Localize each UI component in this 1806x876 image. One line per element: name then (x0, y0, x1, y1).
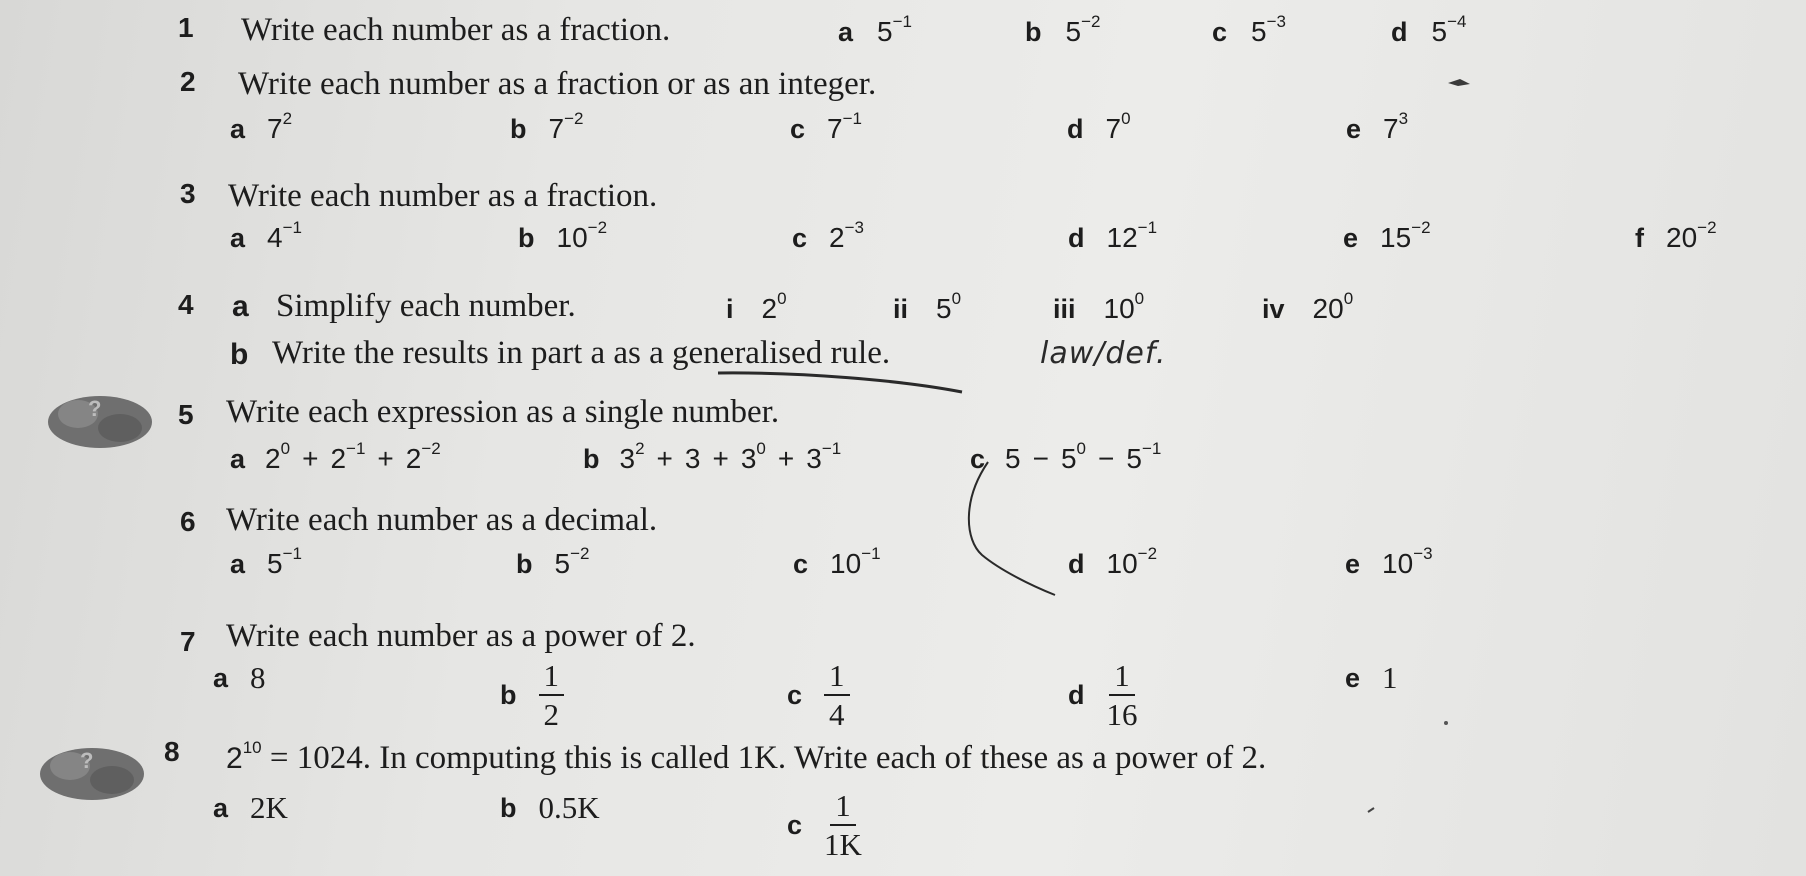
answer-part (838, 12, 912, 48)
power-exponent: −1 (346, 439, 366, 458)
value: 0.5K (538, 790, 600, 825)
expression (265, 439, 441, 475)
power-base: 10 (556, 222, 588, 254)
part-label: c (793, 549, 809, 580)
power-base: 15 (1380, 222, 1412, 254)
power-base: 5 (267, 548, 283, 580)
operator: − (1098, 443, 1115, 475)
power-expression (1431, 12, 1467, 48)
power-base: 20 (1312, 293, 1344, 325)
power-base: 4 (267, 222, 283, 254)
question-8-text: = 1024. In computing this is called 1K. Write each of these as a power of 2. (261, 740, 1267, 776)
answer-part (1345, 544, 1433, 580)
power-base: 5 (1065, 16, 1082, 48)
power-base: 2 (829, 222, 845, 254)
answer-part (518, 218, 608, 254)
power-expression (877, 12, 912, 48)
power-base: 3 (684, 443, 701, 475)
power-expression (554, 544, 590, 580)
denominator: 1K (824, 827, 862, 862)
power-expression (1105, 109, 1131, 145)
power-base: 3 (806, 443, 822, 475)
question-text (226, 740, 1266, 777)
part-label: a (230, 223, 246, 254)
power-exponent: 2 (635, 439, 645, 458)
answer-part (230, 439, 441, 475)
part-label: c (1212, 17, 1228, 48)
answer-part (726, 289, 787, 325)
power-base: 5 (554, 548, 571, 580)
power-base: 10 (1103, 293, 1135, 325)
numerator: 1 (824, 660, 850, 696)
part-label: a (230, 114, 246, 145)
power-base: 7 (267, 113, 283, 145)
part-label: c (792, 223, 808, 254)
part-label: c (787, 809, 803, 840)
part-label: c (790, 114, 806, 145)
power-expression (830, 544, 881, 580)
numerator: 1 (1109, 660, 1135, 696)
power-expression (267, 544, 302, 580)
power-expression (1103, 289, 1145, 325)
power-base: 5 (1251, 16, 1267, 48)
answer-part (1067, 109, 1131, 145)
answer-part (230, 544, 302, 580)
part-label: a (213, 792, 229, 823)
denominator: 16 (1106, 697, 1138, 732)
power-exponent: 0 (1134, 289, 1145, 308)
fraction (824, 790, 862, 860)
question-text: Write each expression as a single number. (226, 394, 780, 430)
part-label: ii (893, 294, 909, 325)
power-base: 7 (1105, 113, 1122, 145)
question-text: Write the results in part a as a generalised rule. (272, 335, 891, 371)
part-label: a (838, 17, 854, 48)
answer-part (1346, 109, 1409, 145)
power-base: 10 (1106, 548, 1138, 580)
power-exponent: 0 (1076, 439, 1087, 458)
power-base: 20 (1666, 222, 1698, 254)
power-base: 2 (330, 443, 347, 475)
part-label: a (232, 290, 249, 323)
question-number: 1 (178, 12, 194, 43)
power-base: 2 (226, 742, 243, 775)
power-base: 5 (1126, 443, 1142, 475)
answer-part (793, 544, 881, 580)
power-base: 2 (761, 293, 778, 325)
power-expression (1312, 289, 1354, 325)
question-1 (178, 12, 194, 44)
power-base: 10 (1382, 548, 1414, 580)
numerator: 1 (830, 790, 856, 826)
answer-part (1068, 660, 1138, 730)
part-label: iv (1262, 294, 1285, 325)
power-base: 3 (619, 443, 636, 475)
power-exponent: 0 (756, 439, 766, 458)
part-label: d (1067, 114, 1084, 145)
power-expression (556, 218, 608, 254)
answer-part (1068, 218, 1158, 254)
expression (619, 439, 842, 475)
power-exponent: 3 (1398, 109, 1409, 128)
power-exponent: −2 (421, 439, 441, 458)
power-exponent: 0 (280, 439, 291, 458)
power-exponent: 0 (1121, 109, 1131, 128)
part-label: b (510, 114, 527, 145)
power-base: 5 (877, 16, 893, 48)
part-label: e (1346, 114, 1362, 145)
power-exponent: 10 (242, 738, 262, 757)
power-expression (1065, 12, 1101, 48)
power-expression (761, 289, 787, 325)
expression (1005, 439, 1162, 475)
power-exponent: 0 (1343, 289, 1354, 308)
power-expression (1251, 12, 1286, 48)
answer-part (1025, 12, 1101, 48)
part-label: d (1391, 17, 1408, 48)
question-text: Write each number as a fraction or as an integer. (238, 66, 877, 102)
power-expression (1380, 218, 1431, 254)
part-label: b (516, 549, 533, 580)
part-label: a (230, 444, 246, 475)
answer-part (787, 660, 850, 730)
power-base: 5 (1060, 443, 1077, 475)
part-label: b (1025, 17, 1042, 48)
power-exponent: −1 (821, 439, 842, 458)
power-expression (829, 218, 864, 254)
operator: + (302, 443, 319, 475)
part-label: d (1068, 679, 1085, 710)
power-exponent: −4 (1447, 12, 1467, 31)
power-expression (1106, 218, 1158, 254)
answer-part (230, 218, 302, 254)
power-expression (936, 289, 962, 325)
power-exponent: 2 (282, 109, 293, 128)
power-base: 2 (405, 443, 422, 475)
part-label: d (1068, 549, 1085, 580)
answer-part (500, 790, 600, 826)
power-exponent: 0 (777, 289, 787, 308)
part-label: iii (1053, 294, 1076, 325)
part-label: b (230, 338, 249, 371)
answer-part (1345, 660, 1398, 696)
question-number: 2 (180, 66, 196, 97)
power-base: 5 (1005, 443, 1021, 475)
power-base: 10 (830, 548, 862, 580)
part-label: f (1635, 223, 1644, 254)
operator: + (377, 443, 394, 475)
power-expression (548, 109, 584, 145)
question-8-lead (164, 736, 180, 768)
question-text: Write each number as a power of 2. (226, 618, 696, 654)
power-exponent: −3 (844, 218, 864, 237)
power-base: 7 (548, 113, 565, 145)
power-expression (1666, 218, 1717, 254)
question-number: 4 (178, 289, 194, 320)
power-exponent: −2 (1697, 218, 1717, 237)
svg-text:?: ? (88, 396, 102, 421)
part-label: c (787, 679, 803, 710)
question-number: 3 (180, 178, 196, 209)
operator: + (777, 443, 795, 475)
power-exponent: −2 (587, 218, 608, 237)
answer-part (1053, 289, 1145, 325)
power-base: 5 (1431, 16, 1448, 48)
part-label: i (726, 294, 734, 325)
power-base: 3 (740, 443, 757, 475)
question-number: 7 (180, 626, 196, 657)
value: 1 (1382, 660, 1398, 695)
fraction (539, 660, 565, 730)
part-label: a (230, 549, 246, 580)
power-exponent: −1 (1137, 218, 1158, 237)
power-base: 5 (936, 293, 952, 325)
handwritten-note: law/def. (1040, 336, 1167, 371)
answer-part (1068, 544, 1158, 580)
power-exponent: −3 (1413, 544, 1433, 563)
power-base: 7 (1383, 113, 1399, 145)
question-text: Write each number as a decimal. (226, 502, 658, 538)
power-expression (267, 109, 293, 145)
power-exponent: −1 (861, 544, 881, 563)
power-exponent: −2 (1081, 12, 1101, 31)
value: 8 (250, 660, 266, 695)
part-label: e (1345, 662, 1361, 693)
power-exponent: −3 (1266, 12, 1286, 31)
answer-part (1343, 218, 1431, 254)
power-expression (1106, 544, 1158, 580)
power-exponent: −2 (1137, 544, 1158, 563)
power-exponent: −1 (1141, 439, 1162, 458)
pen-bracket-curve (969, 462, 1055, 595)
answer-part (787, 790, 862, 860)
part-label: c (970, 444, 986, 475)
challenge-brain-icon (30, 740, 148, 804)
answer-part (1391, 12, 1467, 48)
question-number: 8 (164, 736, 180, 767)
part-label: d (1068, 223, 1085, 254)
question-text: Write each number as a fraction. (228, 178, 658, 214)
answer-part (516, 544, 590, 580)
answer-part (790, 109, 862, 145)
power-expression (1382, 544, 1433, 580)
part-label: e (1345, 549, 1361, 580)
operator: + (712, 443, 729, 475)
power-expression (267, 218, 302, 254)
power-exponent: −1 (282, 218, 302, 237)
question-number: 5 (178, 399, 194, 430)
power-base: 12 (1106, 222, 1138, 254)
denominator: 4 (829, 697, 845, 732)
power-exponent: −1 (842, 109, 862, 128)
answer-part (970, 439, 1162, 475)
answer-part (213, 790, 288, 826)
power-exponent: 0 (951, 289, 962, 308)
answer-part (792, 218, 864, 254)
fraction (1107, 660, 1138, 730)
power-exponent: −2 (564, 109, 584, 128)
answer-part (1635, 218, 1717, 254)
power-base: 2 (265, 443, 281, 475)
fraction (824, 660, 850, 730)
numerator: 1 (539, 660, 565, 696)
answer-part (500, 660, 564, 730)
question-text: Simplify each number. (276, 288, 576, 324)
pen-underline (718, 373, 962, 392)
question-number: 6 (180, 506, 196, 537)
part-label: a (213, 662, 229, 693)
answer-part (1212, 12, 1286, 48)
question-text: Write each number as a fraction. (241, 12, 671, 48)
part-label: b (518, 223, 535, 254)
part-label: e (1343, 223, 1359, 254)
denominator: 2 (543, 697, 559, 732)
answer-part (893, 289, 962, 325)
part-label: b (583, 444, 600, 475)
answer-part (213, 660, 266, 696)
answer-part (230, 109, 293, 145)
answer-part (510, 109, 584, 145)
power-exponent: −1 (282, 544, 302, 563)
part-label: b (500, 792, 517, 823)
power-expression (226, 738, 262, 775)
operator: + (656, 443, 673, 475)
operator: − (1032, 443, 1049, 475)
power-exponent: −2 (570, 544, 590, 563)
answer-part (1262, 289, 1354, 325)
power-exponent: −2 (1411, 218, 1431, 237)
answer-part (583, 439, 842, 475)
value: 2K (250, 790, 288, 825)
challenge-brain-icon (40, 388, 158, 452)
power-expression (827, 109, 862, 145)
svg-text:?: ? (80, 748, 94, 773)
power-exponent: −1 (892, 12, 912, 31)
power-base: 7 (827, 113, 843, 145)
power-expression (1383, 109, 1409, 145)
pen-mark (1448, 79, 1470, 86)
part-label: b (500, 679, 517, 710)
